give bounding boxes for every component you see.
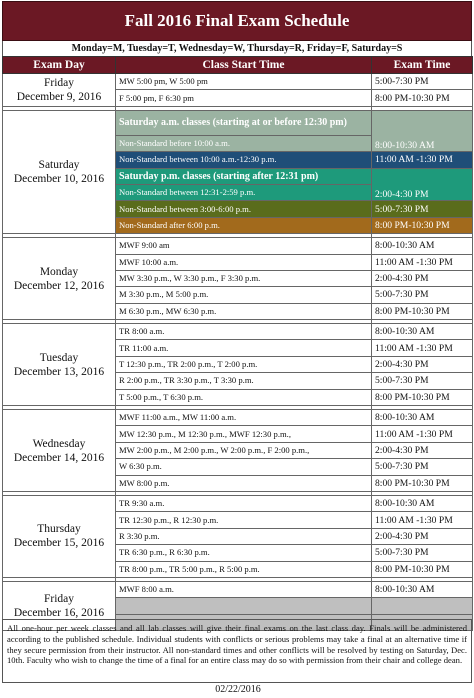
day-wednesday-dec-14: [3, 410, 116, 492]
exam-cell: 11:00 AM -1:30 PM: [372, 152, 473, 168]
day-abbreviations: Monday=M, Tuesday=T, Wednesday=W, Thursday=R, Friday=F, Saturday=S: [2, 41, 472, 56]
exam-cell: 8:00 PM-10:30 PM: [372, 389, 473, 405]
class-cell: TR 9:30 a.m.: [116, 495, 372, 511]
exam-cell: 8:00-10:30 AM: [372, 410, 473, 426]
table-row: [3, 74, 473, 90]
exam-cell: 11:00 AM -1:30 PM: [372, 426, 473, 442]
exam-cell: 8:00 PM-10:30 PM: [372, 217, 473, 233]
day-name: Monday: [39, 265, 79, 278]
class-cell: MW 12:30 p.m., M 12:30 p.m., MWF 12:30 p.m.,: [116, 426, 372, 442]
class-cell: MW 2:00 p.m., M 2:00 p.m., W 2:00 p.m., F 2:00 p.m.,: [116, 442, 372, 458]
exam-cell: 5:00-7:30 PM: [372, 201, 473, 217]
empty-cell: [372, 598, 473, 614]
revision-date: 02/22/2016: [215, 684, 261, 695]
exam-cell: 5:00-7:30 PM: [372, 459, 473, 475]
table-row: [3, 581, 473, 597]
exam-cell: 8:00-10:30 AM: [372, 110, 473, 151]
exam-schedule-sheet: [1, 0, 473, 697]
day-date: December 15, 2016: [13, 537, 105, 550]
exam-cell: 5:00-7:30 PM: [372, 373, 473, 389]
exam-cell: 2:00-4:30 PM: [372, 356, 473, 372]
day-tuesday-dec-13: [3, 324, 116, 406]
day-date: December 13, 2016: [13, 365, 105, 378]
day-date: December 12, 2016: [13, 279, 105, 292]
schedule-table: [2, 56, 473, 631]
day-name: Tuesday: [39, 351, 79, 364]
exam-cell: 8:00-10:30 AM: [372, 324, 473, 340]
header-exam-day: Exam Day: [3, 57, 116, 74]
class-cell: MW 8:00 p.m.: [116, 475, 372, 491]
exam-cell: 11:00 AM -1:30 PM: [372, 512, 473, 528]
day-name: Saturday: [38, 158, 80, 171]
class-cell: MWF 9:00 am: [116, 238, 372, 254]
class-cell: Non-Standard between 10:00 a.m.-12:30 p.m.: [116, 152, 372, 168]
class-cell: M 3:30 p.m., M 5:00 p.m.: [116, 287, 372, 303]
class-cell: MWF 10:00 a.m.: [116, 254, 372, 270]
class-cell: R 2:00 p.m., TR 3:30 p.m., T 3:30 p.m.: [116, 373, 372, 389]
exam-cell: 8:00 PM-10:30 PM: [372, 303, 473, 319]
exam-cell: 5:00-7:30 PM: [372, 74, 473, 90]
class-cell: TR 8:00 p.m., TR 5:00 p.m., R 5:00 p.m.: [116, 561, 372, 577]
class-cell: R 3:30 p.m.: [116, 528, 372, 544]
day-monday-dec-12: [3, 238, 116, 320]
policy-note: All one-hour per week classes and all lab classes will give their final exams on the last class day. Finals will be administered according to the published schedule. Individual students with conflicts or serious problems may take a final at an alternative time if they secure permission from their instructor. All non-standard times and other conflicts will be resolved by testing on Saturday, Dec. 10th. Faculty who wish to change the time of a final for an entire class may do so with permission from their chair and college dean.: [2, 619, 472, 683]
table-row: [3, 238, 473, 254]
day-date: December 16, 2016: [13, 607, 105, 620]
exam-cell: 5:00-7:30 PM: [372, 545, 473, 561]
exam-cell: 2:00-4:30 PM: [372, 442, 473, 458]
class-cell: Non-Standard between 3:00-6:00 p.m.: [116, 201, 372, 217]
exam-cell: 2:00-4:30 PM: [372, 168, 473, 201]
exam-cell: 8:00-10:30 AM: [372, 238, 473, 254]
exam-cell: 11:00 AM -1:30 PM: [372, 254, 473, 270]
class-cell: F 5:00 pm, F 6:30 pm: [116, 90, 372, 106]
day-name: Wednesday: [32, 437, 86, 450]
exam-cell: 8:00 PM-10:30 PM: [372, 561, 473, 577]
class-cell: T 12:30 p.m., TR 2:00 p.m., T 2:00 p.m.: [116, 356, 372, 372]
class-cell: Non-Standard between 12:31-2:59 p.m.: [116, 184, 372, 200]
class-cell: W 6:30 p.m.: [116, 459, 372, 475]
class-cell: TR 8:00 a.m.: [116, 324, 372, 340]
class-cell: MW 5:00 pm, W 5:00 pm: [116, 74, 372, 90]
day-name: Friday: [43, 593, 75, 606]
table-row: [3, 324, 473, 340]
exam-cell: 8:00-10:30 AM: [372, 581, 473, 597]
exam-cell: 8:00 PM-10:30 PM: [372, 90, 473, 106]
class-cell: M 6:30 p.m., MW 6:30 p.m.: [116, 303, 372, 319]
class-cell: TR 11:00 a.m.: [116, 340, 372, 356]
day-date: December 10, 2016: [13, 172, 105, 185]
header-exam-time: Exam Time: [372, 57, 473, 74]
empty-cell: [116, 598, 372, 614]
exam-cell: 8:00-10:30 AM: [372, 495, 473, 511]
class-cell: Non-Standard after 6:00 p.m.: [116, 217, 372, 233]
table-row: [3, 110, 473, 135]
day-date: December 9, 2016: [16, 90, 102, 103]
day-saturday-dec-10: [3, 110, 116, 233]
day-date: December 14, 2016: [13, 451, 105, 464]
day-thursday-dec-15: [3, 495, 116, 577]
class-cell: MWF 8:00 a.m.: [116, 581, 372, 597]
saturday-am-heading: Saturday a.m. classes (starting at or before 12:30 pm): [116, 110, 372, 135]
exam-cell: 11:00 AM -1:30 PM: [372, 340, 473, 356]
class-cell: MW 3:30 p.m., W 3:30 p.m., F 3:30 p.m.: [116, 270, 372, 286]
exam-cell: 8:00 PM-10:30 PM: [372, 475, 473, 491]
class-cell: TR 12:30 p.m., R 12:30 p.m.: [116, 512, 372, 528]
class-cell: TR 6:30 p.m., R 6:30 p.m.: [116, 545, 372, 561]
class-cell: Non-Standard before 10:00 a.m.: [116, 135, 372, 151]
class-cell: T 5:00 p.m., T 6:30 p.m.: [116, 389, 372, 405]
exam-cell: 5:00-7:30 PM: [372, 287, 473, 303]
page-title: Fall 2016 Final Exam Schedule: [2, 1, 472, 41]
table-header-row: [3, 57, 473, 74]
day-name: Friday: [43, 76, 75, 89]
exam-cell: 2:00-4:30 PM: [372, 270, 473, 286]
day-name: Thursday: [37, 523, 81, 536]
saturday-pm-heading: Saturday p.m. classes (starting after 12:31 pm): [116, 168, 372, 184]
table-row: [3, 495, 473, 511]
day-friday-dec-9: [3, 74, 116, 107]
exam-cell: 2:00-4:30 PM: [372, 528, 473, 544]
header-class-start: Class Start Time: [116, 57, 372, 74]
class-cell: MWF 11:00 a.m., MW 11:00 a.m.: [116, 410, 372, 426]
table-row: [3, 410, 473, 426]
